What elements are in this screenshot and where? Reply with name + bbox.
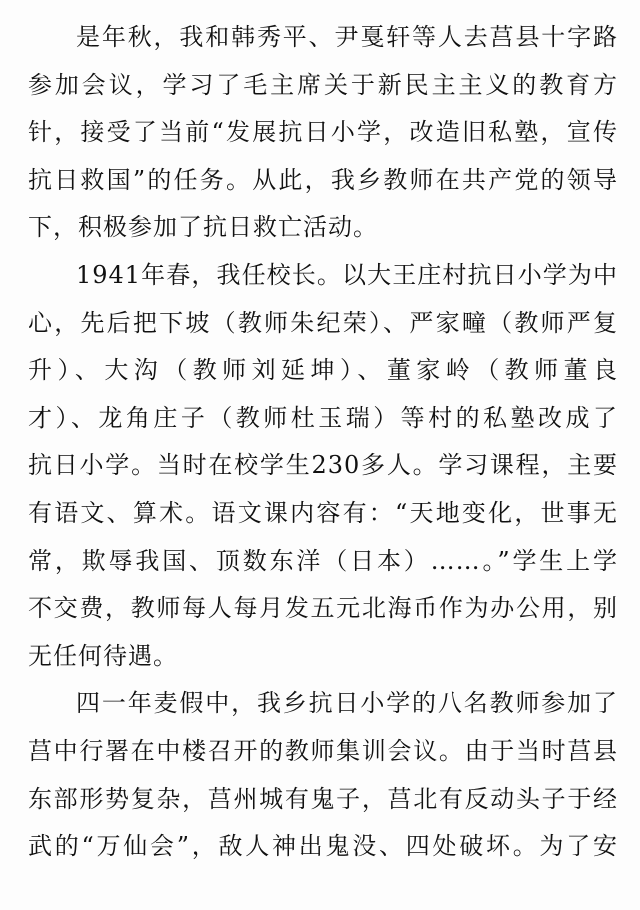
text-line: 抗日小学。当时在校学生230多人。学习课程，主要	[28, 451, 618, 480]
text-line: 是年秋，我和韩秀平、尹戛轩等人去莒县十字路	[76, 23, 618, 51]
text-line: 四一年麦假中，我乡抗日小学的八名教师参加了	[76, 689, 618, 718]
text-line: 1941年春，我任校长。以大王庄村抗日小学为中	[76, 260, 618, 289]
text-line: 下，积极参加了抗日救亡活动。	[28, 213, 378, 242]
text-line: 武的“万仙会”，敌人神出鬼没、四处破坏。为了安	[28, 832, 618, 861]
text-line: 东部形势复杂，莒州城有鬼子，莒北有反动头子于经	[28, 784, 618, 813]
text-line: 无任何待遇。	[28, 641, 178, 670]
text-line: 针，接受了当前“发展抗日小学，改造旧私塾，宣传	[28, 118, 618, 147]
text-line: 心，先后把下坡（教师朱纪荣）、严家疃（教师严复	[28, 308, 618, 337]
text-line: 不交费，教师每人每月发五元北海币作为办公用，别	[28, 594, 618, 623]
text-line: 升）、大沟（教师刘延坤）、董家岭（教师董良	[28, 356, 618, 385]
text-line: 莒中行署在中楼召开的教师集训会议。由于当时莒县	[28, 736, 618, 765]
text-line: 抗日救国”的任务。从此，我乡教师在共产党的领导	[28, 165, 618, 194]
text-line: 常，欺辱我国、顶数东洋（日本）……。”学生上学	[28, 546, 618, 575]
body-text	[28, 14, 618, 871]
text-line: 参加会议，学习了毛主席关于新民主主义的教育方	[28, 70, 618, 99]
text-line: 有语文、算术。语文课内容有：“天地变化，世事无	[28, 498, 618, 527]
text-line: 才）、龙角庄子（教师杜玉瑞）等村的私塾改成了	[28, 403, 618, 432]
